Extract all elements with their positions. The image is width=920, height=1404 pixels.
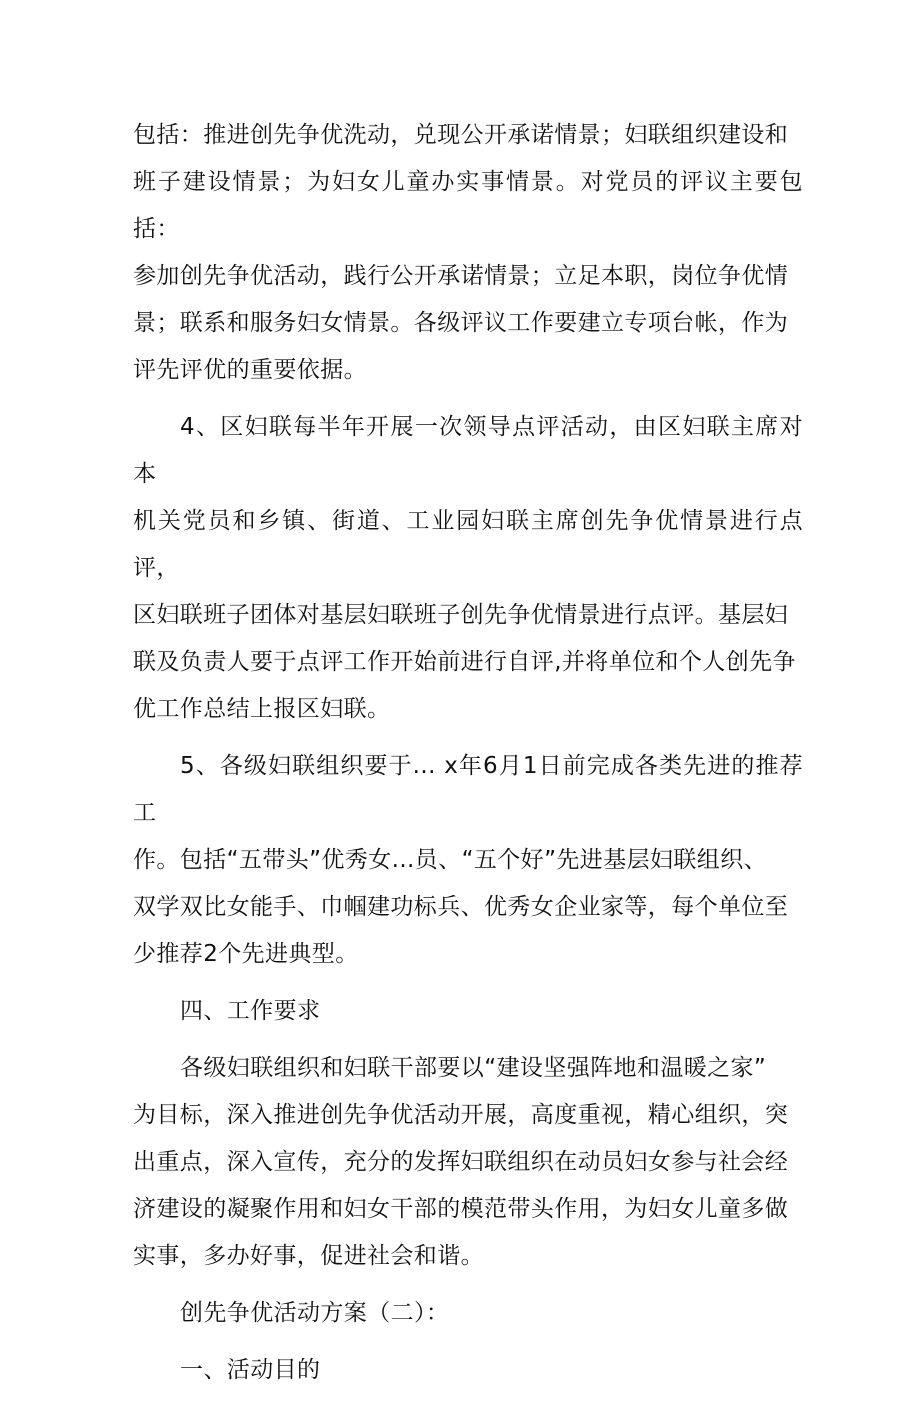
document-body xyxy=(133,112,803,1404)
text-line: 少推荐2个先进典型。 xyxy=(133,941,359,967)
text-line: 实事，多办好事，促进社会和谐。 xyxy=(133,1243,484,1269)
text-line: 景；联系和服务妇女情景。各级评议工作要建立专项台帐，作为 xyxy=(133,310,789,336)
plan-two-title xyxy=(133,1290,803,1337)
text-line: 4、区妇联每半年开展一次领导点评活动，由区妇联主席对本 xyxy=(133,414,803,487)
text-line: 创先争优活动方案（二）： xyxy=(180,1300,450,1326)
paragraph-item-5 xyxy=(133,743,803,978)
text-line: 为目标，深入推进创先争优活动开展，高度重视，精心组织，突 xyxy=(133,1102,789,1128)
paragraph-work-requirements xyxy=(133,1045,803,1280)
text-line: 济建设的凝聚作用和妇女干部的模范带头作用，为妇女儿童多做 xyxy=(133,1196,789,1222)
text-line: 机关党员和乡镇、街道、工业园妇联主席创先争优情景进行点评， xyxy=(133,508,803,581)
text-line: 联及负责人要于点评工作开始前进行自评,并将单位和个人创先争 xyxy=(133,649,796,675)
paragraph-item-4 xyxy=(133,404,803,733)
text-line: 作。包括“五带头”优秀女...员、“五个好”先进基层妇联组织、 xyxy=(133,847,767,873)
text-line: 各级妇联组织和妇联干部要以“建设坚强阵地和温暖之家” xyxy=(180,1055,767,1081)
text-line: 评先评优的重要依据。 xyxy=(133,357,367,383)
text-line: 包括：推进创先争优洗动，兑现公开承诺情景；妇联组织建设和 xyxy=(133,122,789,148)
section-heading-activity-purpose xyxy=(133,1347,803,1394)
paragraph-evaluation-content xyxy=(133,112,803,394)
text-line: 优工作总结上报区妇联。 xyxy=(133,696,391,722)
text-line: 一、活动目的 xyxy=(180,1357,321,1383)
text-line: 四、工作要求 xyxy=(180,998,321,1024)
section-heading-work-requirements xyxy=(133,988,803,1035)
text-line: 5、各级妇联组织要于... x年6月1日前完成各类先进的推荐工 xyxy=(133,753,803,826)
text-line: 双学双比女能手、巾帼建功标兵、优秀女企业家等，每个单位至 xyxy=(133,894,789,920)
text-line: 出重点，深入宣传，充分的发挥妇联组织在动员妇女参与社会经 xyxy=(133,1149,789,1175)
text-line: 班子建设情景；为妇女儿童办实事情景。对党员的评议主要包括： xyxy=(133,169,803,242)
text-line: 区妇联班子团体对基层妇联班子创先争优情景进行点评。基层妇 xyxy=(133,602,789,628)
text-line: 参加创先争优活动，践行公开承诺情景；立足本职，岗位争优情 xyxy=(133,263,789,289)
